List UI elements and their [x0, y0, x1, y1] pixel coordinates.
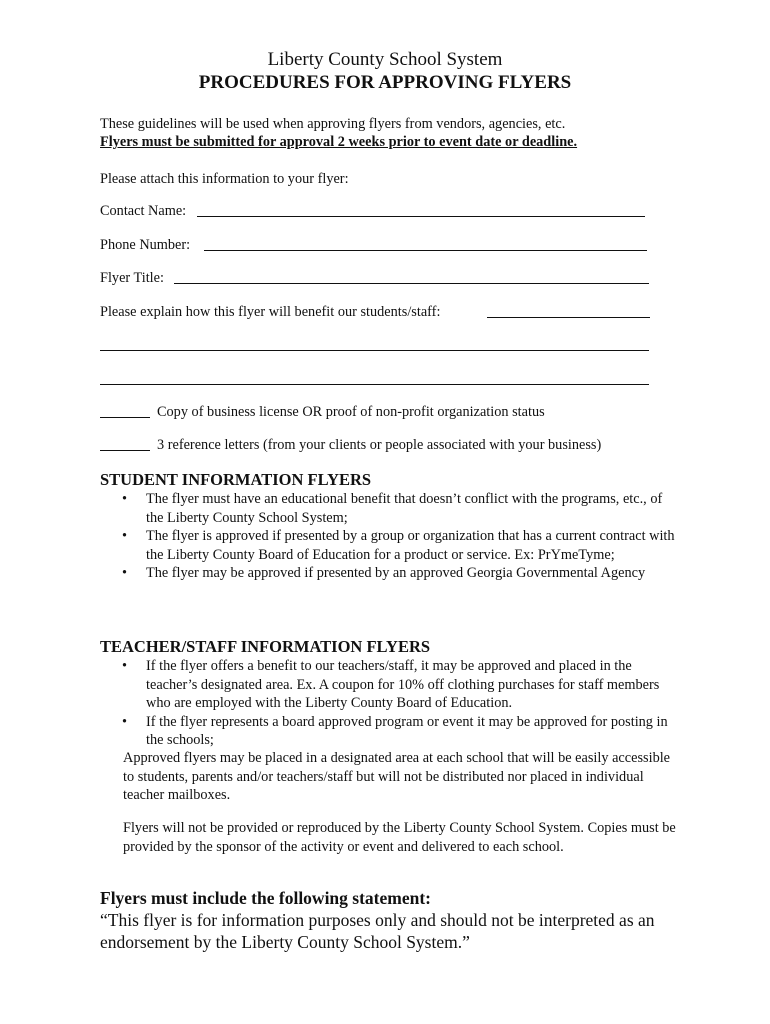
placement-paragraph: Approved flyers may be placed in a designated area at each school that will be easily accessible to students, parents and/or teachers/staff but will not be distributed nor placed in individual teacher mailboxes.: [123, 750, 671, 803]
list-item: • If the flyer represents a board approved program or event it may be approved for posting in the schools;: [122, 713, 668, 748]
list-item: • If the flyer offers a benefit to our teachers/staff, it may be approved and placed in the teacher’s designated area. Ex. A coupon for 10% off clothing purchases for staff members who are employed with the Liberty County Board of Education.: [122, 658, 660, 711]
benefit-field-line-3[interactable]: [100, 384, 649, 385]
flyer-title-field[interactable]: [174, 283, 649, 284]
phone-number-label: Phone Number:: [100, 237, 191, 253]
business-license-checkline[interactable]: [100, 417, 150, 418]
document-title: PROCEDURES FOR APPROVING FLYERS: [198, 72, 572, 93]
benefit-field-line-2[interactable]: [100, 350, 649, 351]
benefit-field-line-1[interactable]: [487, 317, 650, 318]
list-item: • The flyer must have an educational benefit that doesn’t conflict with the programs, etc., of the Liberty County School System;: [122, 491, 663, 526]
teacher-section-heading: TEACHER/STAFF INFORMATION FLYERS: [100, 637, 431, 656]
contact-name-label: Contact Name:: [100, 203, 187, 219]
flyer-title-label: Flyer Title:: [100, 270, 164, 286]
statement-heading: Flyers must include the following statement:: [100, 888, 432, 908]
teacher-bullet-list: [120, 657, 680, 750]
phone-number-field[interactable]: [204, 250, 647, 251]
reference-letters-checkline[interactable]: [100, 450, 150, 451]
benefit-label: Please explain how this flyer will benefit our students/staff:: [100, 304, 441, 320]
student-section-heading: STUDENT INFORMATION FLYERS: [100, 470, 372, 489]
list-item: • The flyer is approved if presented by a group or organization that has a current contract with the Liberty County Board of Education for a product or service. Ex: PrYmeTyme;: [122, 528, 675, 563]
required-statement: “This flyer is for information purposes only and should not be interpreted as an endorsement by the Liberty County School System.”: [100, 910, 655, 952]
intro-text: These guidelines will be used when approving flyers from vendors, agencies, etc.: [100, 116, 566, 132]
organization-name: Liberty County School System: [267, 49, 503, 70]
list-item: • The flyer may be approved if presented by an approved Georgia Governmental Agency: [122, 565, 646, 581]
deadline-notice: Flyers must be submitted for approval 2 weeks prior to event date or deadline.: [100, 134, 578, 150]
reproduction-paragraph: Flyers will not be provided or reproduced by the Liberty County School System. Copies must be provided by the sponsor of the activity or event and delivered to each school.: [123, 820, 676, 855]
business-license-item: Copy of business license OR proof of non-profit organization status: [157, 404, 545, 420]
contact-name-field[interactable]: [197, 216, 645, 217]
reference-letters-item: 3 reference letters (from your clients or people associated with your business): [157, 437, 602, 453]
attach-prompt: Please attach this information to your flyer:: [100, 171, 349, 187]
student-bullet-list: [120, 490, 680, 583]
